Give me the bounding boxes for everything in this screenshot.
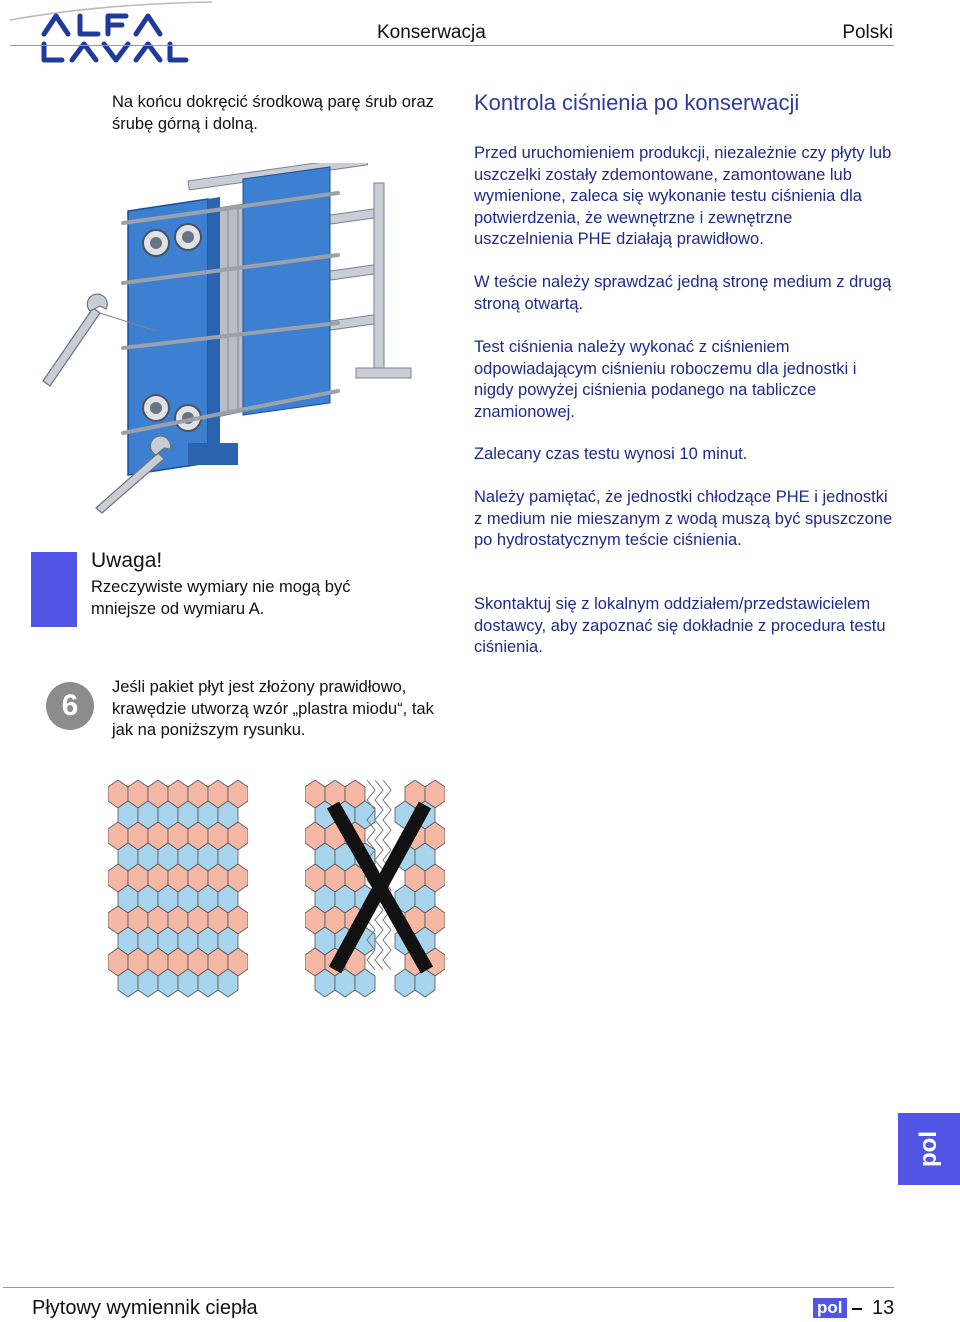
honeycomb-correct-illustration <box>108 780 248 998</box>
paragraph-test-pressure: Test ciśnienia należy wykonać z ciśnieniem odpowiadającym ciśnieniu roboczemu dla jednostki i nigdy powyżej ciśnienia podanego na tabliczce znamionowej. <box>474 338 857 421</box>
step-honeycomb-text: Jeśli pakiet płyt jest złożony prawidłowo, krawędzie utworzą wzór „plastra miodu“, tak jak na poniższym rysunku. <box>112 678 434 739</box>
honeycomb-incorrect-illustration <box>305 780 445 998</box>
footer-language-badge: pol <box>813 1298 847 1318</box>
heat-exchanger-illustration <box>38 163 416 520</box>
paragraph-drain-note: Należy pamiętać, że jednostki chłodzące PHE i jednostki z medium nie mieszanym z wodą muszą być spuszczone po hydrostatycznym teście ciśnienia. <box>474 488 893 549</box>
paragraph-intro: Przed uruchomieniem produkcji, niezależnie czy płyty lub uszczelki zostały zdemontowane, zamontowane lub wymienione, zaleca się wykonanie testu ciśnienia dla potwierdzenia, że wewnętrzne i zewnętrzne uszczelnienia PHE działają prawidłowo. <box>474 144 892 248</box>
warning-title: Uwaga! <box>91 549 163 572</box>
alfa-laval-logo <box>0 0 215 70</box>
header-divider <box>10 45 894 46</box>
step-tighten-text: Na końcu dokręcić środkową parę śrub oraz śrubę górną i dolną. <box>112 93 434 133</box>
footer-divider <box>3 1287 894 1288</box>
section-title: Kontrola ciśnienia po konserwacji <box>474 90 800 115</box>
footer-title: Płytowy wymiennik ciepła <box>32 1297 258 1319</box>
side-tab-label: pol <box>915 1131 942 1167</box>
footer-dash <box>852 1308 862 1310</box>
header-section-title: Konserwacja <box>377 22 486 43</box>
warning-marker <box>31 552 77 627</box>
paragraph-contact: Skontaktuj się z lokalnym oddziałem/przedstawicielem dostawcy, aby zapoznać się dokładnie z procedura testu ciśnienia. <box>474 595 886 656</box>
header-language: Polski <box>842 22 893 43</box>
warning-text: Rzeczywiste wymiary nie mogą być mniejsze od wymiaru A. <box>91 578 351 618</box>
paragraph-test-duration: Zalecany czas testu wynosi 10 minut. <box>474 445 748 463</box>
step-number-badge: 6 <box>46 682 94 730</box>
language-side-tab <box>898 1113 960 1185</box>
page-number: 13 <box>872 1297 895 1319</box>
paragraph-test-side: W teście należy sprawdzać jedną stronę medium z drugą stroną otwartą. <box>474 273 892 313</box>
